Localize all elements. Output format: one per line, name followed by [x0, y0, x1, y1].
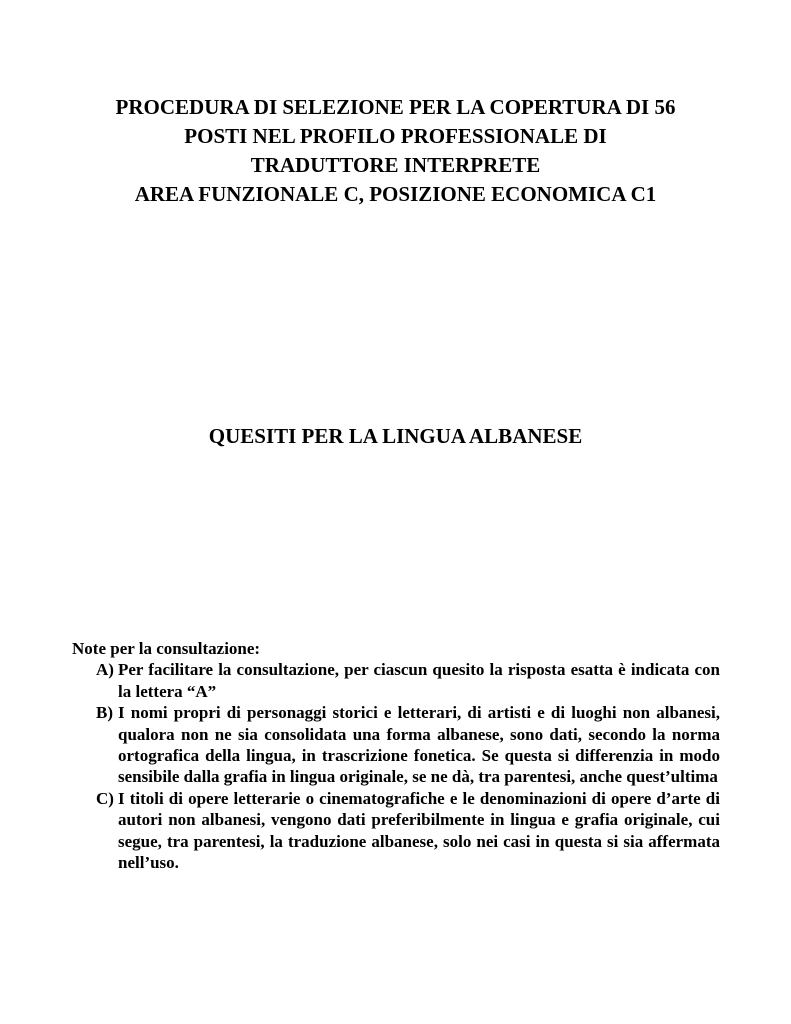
title-line-4: AREA FUNZIONALE C, POSIZIONE ECONOMICA C1: [134, 182, 657, 206]
note-text-a: Per facilitare la consultazione, per ciascun quesito la risposta esatta è indicata con la lettera “A”: [118, 660, 720, 701]
note-text-c: I titoli di opere letterarie o cinematografiche e le denominazioni di opere d’arte di autori non albanesi, vengono dati preferibilmente in lingua e grafia originale, cui segue, tra parentesi, la traduzione albanese, solo nei casi in questa si sia affermata nell’uso.: [118, 788, 720, 873]
note-marker-b: B): [96, 703, 113, 723]
document-subtitle: QUESITI PER LA LINGUA ALBANESE: [208, 424, 583, 448]
note-item-a: [72, 659, 720, 702]
note-marker-c: C): [96, 788, 114, 808]
note-item-b: [72, 702, 720, 788]
note-list: [72, 659, 720, 873]
document-title: [0, 93, 791, 209]
note-marker-a: A): [96, 660, 114, 680]
note-item-c: [72, 788, 720, 874]
title-line-2: POSTI NEL PROFILO PROFESSIONALE DI: [184, 124, 607, 148]
title-line-1: PROCEDURA DI SELEZIONE PER LA COPERTURA DI 56: [115, 95, 676, 119]
note-text-b: I nomi propri di personaggi storici e letterari, di artisti e di luoghi non albanesi, qualora non ne sia consolidata una forma albanese, sono dati, secondo la norma ortografica della lingua, in trascrizione fonetica. Se questa si differenzia in modo sensibile dalla grafia in lingua originale, se ne dà, tra parentesi, anche quest’ultima: [118, 703, 720, 787]
title-line-3: TRADUTTORE INTERPRETE: [250, 153, 541, 177]
notes-heading: Note per la consultazione:: [72, 639, 261, 658]
consultation-notes: [72, 638, 720, 873]
